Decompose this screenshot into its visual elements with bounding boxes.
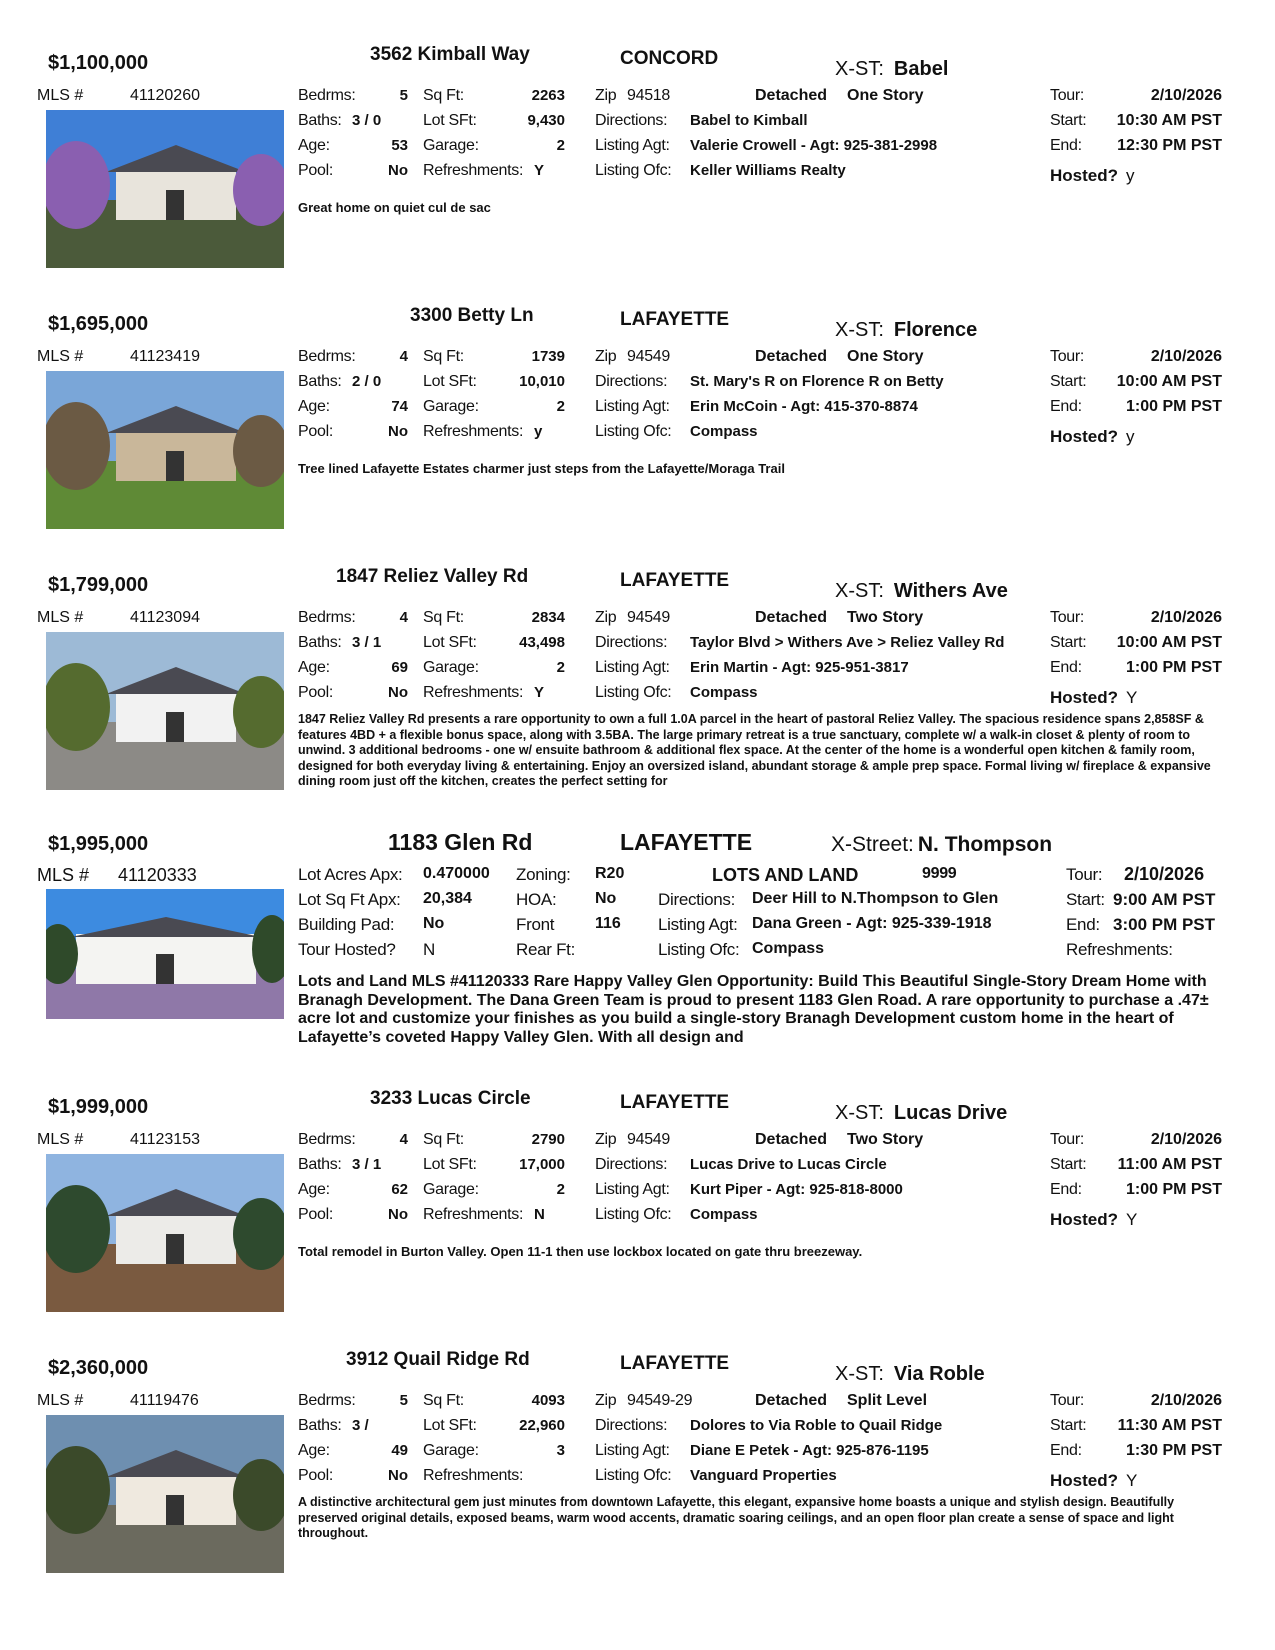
tour-date: 2/10/2026 — [1150, 87, 1222, 104]
pool-label: Pool: — [298, 162, 333, 179]
mls-number: 41123094 — [130, 609, 200, 626]
hosted-label: Hosted? — [1050, 1471, 1118, 1490]
listing-agent-label: Listing Agt: — [595, 398, 670, 415]
listing-address: 3300 Betty Ln — [410, 305, 534, 326]
lot-acres-value: 0.470000 — [423, 865, 490, 882]
zip-label: Zip — [595, 348, 617, 365]
garage-value: 2 — [556, 659, 565, 676]
sqft-value: 1739 — [531, 348, 565, 365]
end-time: 1:00 PM PST — [1125, 659, 1222, 676]
listing-description: Total remodel in Burton Valley. Open 11-1 then use lockbox located on gate thru breezeway. — [298, 1244, 863, 1259]
listing-office-label: Listing Ofc: — [658, 940, 740, 959]
start-label: Start: — [1050, 373, 1087, 390]
garage-label: Garage: — [423, 659, 479, 676]
hosted — [1050, 427, 1135, 447]
refreshments-value: N — [534, 1206, 545, 1223]
property-code: 9999 — [922, 865, 957, 882]
tour-hosted-value: N — [423, 940, 435, 959]
listing-price: $1,799,000 — [48, 574, 149, 596]
property-photo[interactable] — [46, 110, 284, 268]
hosted — [1050, 1210, 1137, 1230]
hosted — [1050, 688, 1137, 708]
baths-label: Baths: — [298, 1156, 342, 1173]
listing-description: 1847 Reliez Valley Rd presents a rare opportunity to own a full 1.0A parcel in the heart of pastoral Reliez Valley. The spacious residence spans 2,858SF & features 4BD + a flexible bonus space, along with 3.5BA. The large primary retreat is a true sanctuary, complete w/ a walk-in closet & plenty of room to unwind. 3 additional bedrooms - one w/ ensuite bathroom & additional flex space. At the center of the home is a wonderful open kitchen & family room, designed for both everyday living & entertaining. Enjoy an oversized island, abundant storage & ample prep space. Formal living w/ fireplace & expansive dining room just off the kitchen, creates the perfect setting for — [298, 712, 1211, 789]
lot-sqft-value: 22,960 — [519, 1417, 565, 1434]
lot-sqft-value: 43,498 — [519, 634, 565, 651]
mls-label: MLS # — [37, 1131, 84, 1148]
lot-sqft-label: Lot Sq Ft Apx: — [298, 890, 401, 909]
listing-description: Lots and Land MLS #41120333 Rare Happy Valley Glen Opportunity: Build This Beautiful Single-Story Dream Home with Branagh Development. The Dana Green Team is proud to present 1183 Glen Road. A rare opportunity to purchase a .47± acre lot and customize your finishes as you build a single-story Branagh Development custom home in the heart of Lafayette’s coveted Happy Valley Glen. With all design and — [298, 973, 1209, 1046]
listing-office-label: Listing Ofc: — [595, 1467, 672, 1484]
listing-card — [0, 301, 1275, 562]
refreshments-label: Refreshments: — [423, 1467, 524, 1484]
property-photo-image — [46, 371, 284, 529]
end-label: End: — [1050, 1442, 1082, 1459]
refreshments-label: Refreshments: — [1066, 940, 1173, 959]
end-label: End: — [1050, 1181, 1082, 1198]
sqft-value: 4093 — [531, 1392, 565, 1409]
listing-agent-label: Listing Agt: — [658, 915, 738, 934]
hosted-value: Y — [1126, 688, 1138, 707]
listing-address: 3562 Kimball Way — [370, 44, 530, 65]
bedrooms-value: 4 — [399, 609, 408, 626]
tour-label: Tour: — [1066, 865, 1103, 884]
listing-card — [0, 1084, 1275, 1345]
listing-price: $1,695,000 — [48, 313, 149, 335]
start-label: Start: — [1050, 1156, 1087, 1173]
pool-label: Pool: — [298, 423, 333, 440]
listing-description: Great home on quiet cul de sac — [298, 200, 491, 215]
end-label: End: — [1050, 137, 1082, 154]
mls-label: MLS # — [37, 1392, 84, 1409]
property-photo[interactable] — [46, 1154, 284, 1312]
age-value: 62 — [391, 1181, 408, 1198]
property-photo[interactable] — [46, 889, 284, 1019]
cross-street-value: N. Thompson — [917, 833, 1053, 856]
bedrooms-value: 4 — [399, 1131, 408, 1148]
age-label: Age: — [298, 398, 330, 415]
listing-agent-value: Dana Green - Agt: 925-339-1918 — [752, 915, 992, 932]
cross-street-value: Via Roble — [893, 1363, 985, 1385]
listing-price: $1,995,000 — [48, 833, 149, 855]
property-type: Detached — [755, 1131, 828, 1148]
directions-value: Lucas Drive to Lucas Circle — [690, 1156, 887, 1173]
listing-office-label: Listing Ofc: — [595, 162, 672, 179]
sqft-label: Sq Ft: — [423, 87, 464, 104]
lot-sqft-value: 17,000 — [519, 1156, 565, 1173]
zip-value: 94518 — [627, 87, 670, 104]
refreshments-value: Y — [534, 684, 545, 701]
end-time: 1:00 PM PST — [1125, 1181, 1222, 1198]
pool-label: Pool: — [298, 684, 333, 701]
hosted — [1050, 166, 1135, 186]
listing-description: Tree lined Lafayette Estates charmer just steps from the Lafayette/Moraga Trail — [298, 461, 785, 476]
baths-label: Baths: — [298, 373, 342, 390]
mls-number: 41119476 — [130, 1392, 199, 1409]
baths-value: 3 / 0 — [352, 112, 382, 129]
listing-office-value: Compass — [690, 423, 758, 440]
listing-office-label: Listing Ofc: — [595, 684, 672, 701]
cross-street-value: Lucas Drive — [893, 1102, 1008, 1124]
directions-value: St. Mary's R on Florence R on Betty — [690, 373, 944, 390]
bedrooms-value: 5 — [399, 1392, 408, 1409]
mls-label: MLS # — [37, 609, 84, 626]
baths-value: 3 / 1 — [352, 634, 382, 651]
listing-address: 1847 Reliez Valley Rd — [336, 566, 529, 587]
listing-agent-label: Listing Agt: — [595, 659, 670, 676]
hosted-label: Hosted? — [1050, 688, 1118, 707]
lot-sqft-label: Lot SFt: — [423, 634, 477, 651]
property-style: Two Story — [847, 1131, 924, 1148]
listing-office-value: Compass — [690, 1206, 758, 1223]
hoa-value: No — [595, 890, 617, 907]
refreshments-label: Refreshments: — [423, 162, 524, 179]
listing-agent-label: Listing Agt: — [595, 137, 670, 154]
hosted-value: Y — [1126, 1210, 1138, 1229]
sqft-label: Sq Ft: — [423, 1392, 464, 1409]
listing-office-value: Compass — [690, 684, 758, 701]
garage-value: 2 — [556, 137, 565, 154]
mls-label: MLS # — [37, 865, 90, 885]
pool-label: Pool: — [298, 1206, 333, 1223]
listing-agent-value: Valerie Crowell - Agt: 925-381-2998 — [690, 137, 938, 154]
sqft-label: Sq Ft: — [423, 1131, 464, 1148]
property-photo-image — [46, 1415, 284, 1573]
tour-label: Tour: — [1050, 348, 1085, 365]
directions-label: Directions: — [595, 1417, 668, 1434]
pool-value: No — [388, 684, 408, 701]
mls-number: 41120260 — [130, 87, 200, 104]
mls-number: 41123419 — [130, 348, 200, 365]
property-photo[interactable] — [46, 371, 284, 529]
listing-agent-value: Erin Martin - Agt: 925-951-3817 — [690, 659, 909, 676]
listing-agent-value: Diane E Petek - Agt: 925-876-1195 — [690, 1442, 929, 1459]
baths-value: 3 / — [352, 1417, 369, 1434]
bedrooms-label: Bedrms: — [298, 1392, 356, 1409]
age-label: Age: — [298, 137, 330, 154]
end-label: End: — [1050, 659, 1082, 676]
start-time: 10:00 AM PST — [1116, 373, 1222, 390]
tour-date: 2/10/2026 — [1124, 864, 1205, 884]
front-value: 116 — [595, 915, 621, 932]
cross-street-value: Babel — [893, 58, 949, 80]
listing-agent-value: Erin McCoin - Agt: 415-370-8874 — [690, 398, 918, 415]
bedrooms-label: Bedrms: — [298, 348, 356, 365]
listing-office-value: Vanguard Properties — [690, 1467, 837, 1484]
age-value: 53 — [391, 137, 408, 154]
property-photo-image — [46, 632, 284, 790]
listing-price: $1,100,000 — [48, 52, 149, 74]
listing-city: CONCORD — [620, 48, 719, 69]
garage-value: 2 — [556, 1181, 565, 1198]
listing-card — [0, 40, 1275, 301]
property-style: Two Story — [847, 609, 924, 626]
baths-label: Baths: — [298, 634, 342, 651]
front-label: Front — [516, 915, 555, 934]
bedrooms-label: Bedrms: — [298, 609, 356, 626]
zip-label: Zip — [595, 1131, 617, 1148]
cross-street — [835, 319, 977, 342]
hoa-label: HOA: — [516, 890, 557, 909]
garage-label: Garage: — [423, 398, 479, 415]
directions-value: Dolores to Via Roble to Quail Ridge — [690, 1417, 943, 1434]
property-type: Detached — [755, 1392, 828, 1409]
building-pad-value: No — [423, 915, 445, 932]
property-type: Detached — [755, 87, 828, 104]
sqft-value: 2790 — [531, 1131, 565, 1148]
listing-agent-label: Listing Agt: — [595, 1442, 670, 1459]
start-time: 11:30 AM PST — [1117, 1417, 1222, 1434]
tour-label: Tour: — [1050, 87, 1085, 104]
age-label: Age: — [298, 659, 330, 676]
tour-date: 2/10/2026 — [1150, 348, 1222, 365]
garage-value: 3 — [556, 1442, 565, 1459]
refreshments-label: Refreshments: — [423, 1206, 524, 1223]
listing-address: 1183 Glen Rd — [388, 829, 533, 855]
pool-value: No — [388, 1467, 408, 1484]
hosted-value: y — [1126, 166, 1135, 185]
zip-label: Zip — [595, 1392, 617, 1409]
lot-sqft-label: Lot SFt: — [423, 373, 477, 390]
end-time: 12:30 PM PST — [1117, 137, 1222, 154]
refreshments-label: Refreshments: — [423, 423, 524, 440]
age-label: Age: — [298, 1442, 330, 1459]
listing-office-label: Listing Ofc: — [595, 423, 672, 440]
property-type: LOTS AND LAND — [712, 865, 859, 885]
cross-street — [831, 833, 1052, 857]
zip-value: 94549 — [627, 348, 670, 365]
property-photo[interactable] — [46, 632, 284, 790]
sqft-label: Sq Ft: — [423, 609, 464, 626]
end-label: End: — [1050, 398, 1082, 415]
directions-label: Directions: — [595, 112, 668, 129]
sqft-value: 2263 — [531, 87, 565, 104]
mls-label: MLS # — [37, 87, 84, 104]
age-label: Age: — [298, 1181, 330, 1198]
listing-office-label: Listing Ofc: — [595, 1206, 672, 1223]
hosted-label: Hosted? — [1050, 1210, 1118, 1229]
hosted-value: y — [1126, 427, 1135, 446]
tour-date: 2/10/2026 — [1150, 1392, 1222, 1409]
mls-number: 41123153 — [130, 1131, 200, 1148]
age-value: 49 — [391, 1442, 408, 1459]
cross-street-label: X-Street: — [831, 833, 914, 856]
lot-sqft-value: 10,010 — [519, 373, 565, 390]
tour-label: Tour: — [1050, 609, 1085, 626]
cross-street-label: X-ST: — [835, 1363, 884, 1385]
lot-sqft-value: 20,384 — [423, 890, 472, 907]
tour-label: Tour: — [1050, 1392, 1085, 1409]
start-label: Start: — [1066, 890, 1105, 909]
pool-value: No — [388, 162, 408, 179]
start-label: Start: — [1050, 634, 1087, 651]
zip-value: 94549-29 — [627, 1392, 693, 1409]
listing-city: LAFAYETTE — [620, 309, 730, 330]
lot-acres-label: Lot Acres Apx: — [298, 865, 403, 884]
start-time: 9:00 AM PST — [1113, 890, 1216, 909]
end-time: 1:00 PM PST — [1125, 398, 1222, 415]
start-label: Start: — [1050, 112, 1087, 129]
hosted — [1050, 1471, 1137, 1491]
listing-card — [0, 562, 1275, 823]
property-photo-image — [46, 889, 284, 1019]
building-pad-label: Building Pad: — [298, 915, 395, 934]
cross-street — [835, 1102, 1007, 1125]
garage-label: Garage: — [423, 1442, 479, 1459]
mls-number: 41120333 — [118, 865, 197, 885]
cross-street-label: X-ST: — [835, 1102, 884, 1124]
age-value: 69 — [391, 659, 408, 676]
end-time: 3:00 PM PST — [1113, 915, 1216, 934]
cross-street-value: Florence — [893, 319, 978, 341]
tour-date: 2/10/2026 — [1150, 1131, 1222, 1148]
listing-card-land — [0, 823, 1275, 1084]
tour-label: Tour: — [1050, 1131, 1085, 1148]
lot-sqft-label: Lot SFt: — [423, 1417, 477, 1434]
listing-city: LAFAYETTE — [620, 1092, 730, 1113]
baths-label: Baths: — [298, 1417, 342, 1434]
listing-agent-value: Kurt Piper - Agt: 925-818-8000 — [690, 1181, 903, 1198]
zip-label: Zip — [595, 87, 617, 104]
property-type: Detached — [755, 609, 828, 626]
listing-city: LAFAYETTE — [620, 1353, 730, 1374]
lot-sqft-label: Lot SFt: — [423, 1156, 477, 1173]
listing-office-value: Compass — [752, 940, 825, 957]
directions-value: Deer Hill to N.Thompson to Glen — [752, 890, 999, 907]
property-photo[interactable] — [46, 1415, 284, 1573]
cross-street — [835, 58, 948, 81]
zip-value: 94549 — [627, 609, 670, 626]
property-photo-image — [46, 110, 284, 268]
start-time: 11:00 AM PST — [1117, 1156, 1222, 1173]
cross-street — [835, 1363, 985, 1386]
directions-value: Babel to Kimball — [690, 112, 808, 129]
listing-city: LAFAYETTE — [620, 829, 753, 855]
bedrooms-label: Bedrms: — [298, 87, 356, 104]
directions-label: Directions: — [595, 634, 668, 651]
refreshments-value: y — [534, 423, 543, 440]
start-time: 10:30 AM PST — [1116, 112, 1222, 129]
age-value: 74 — [391, 398, 408, 415]
garage-label: Garage: — [423, 1181, 479, 1198]
zip-label: Zip — [595, 609, 617, 626]
cross-street-label: X-ST: — [835, 58, 884, 80]
sqft-label: Sq Ft: — [423, 348, 464, 365]
start-time: 10:00 AM PST — [1116, 634, 1222, 651]
lot-sqft-label: Lot SFt: — [423, 112, 477, 129]
refreshments-value: Y — [534, 162, 545, 179]
pool-value: No — [388, 1206, 408, 1223]
rear-label: Rear Ft: — [516, 940, 576, 959]
listing-card — [0, 1345, 1275, 1606]
directions-label: Directions: — [595, 373, 668, 390]
directions-label: Directions: — [658, 890, 736, 909]
pool-label: Pool: — [298, 1467, 333, 1484]
listing-price: $2,360,000 — [48, 1357, 149, 1379]
listing-agent-label: Listing Agt: — [595, 1181, 670, 1198]
lot-sqft-value: 9,430 — [527, 112, 565, 129]
bedrooms-value: 5 — [399, 87, 408, 104]
bedrooms-value: 4 — [399, 348, 408, 365]
property-style: Split Level — [847, 1392, 928, 1409]
listing-price: $1,999,000 — [48, 1096, 149, 1118]
directions-value: Taylor Blvd > Withers Ave > Reliez Valley Rd — [690, 634, 1005, 651]
garage-label: Garage: — [423, 137, 479, 154]
tour-date: 2/10/2026 — [1150, 609, 1222, 626]
property-style: One Story — [847, 348, 924, 365]
refreshments-label: Refreshments: — [423, 684, 524, 701]
baths-value: 3 / 1 — [352, 1156, 382, 1173]
listing-office-value: Keller Williams Realty — [690, 162, 846, 179]
hosted-label: Hosted? — [1050, 166, 1118, 185]
property-type: Detached — [755, 348, 828, 365]
cross-street-label: X-ST: — [835, 580, 884, 602]
listing-city: LAFAYETTE — [620, 570, 730, 591]
tour-hosted-label: Tour Hosted? — [298, 940, 396, 959]
directions-label: Directions: — [595, 1156, 668, 1173]
end-label: End: — [1066, 915, 1100, 934]
property-style: One Story — [847, 87, 924, 104]
zip-value: 94549 — [627, 1131, 670, 1148]
zoning-value: R20 — [595, 865, 625, 882]
sqft-value: 2834 — [531, 609, 565, 626]
listing-description: A distinctive architectural gem just minutes from downtown Lafayette, this elegant, expansive home boasts a unique and stylish design. Beautifully preserved original details, exposed beams, warm wood accents, dramatic soaring ceilings, and an open floor plan create a sense of space and light throughout. — [298, 1495, 1175, 1541]
start-label: Start: — [1050, 1417, 1087, 1434]
bedrooms-label: Bedrms: — [298, 1131, 356, 1148]
hosted-value: Y — [1126, 1471, 1138, 1490]
cross-street-value: Withers Ave — [893, 580, 1008, 602]
property-photo-image — [46, 1154, 284, 1312]
pool-value: No — [388, 423, 408, 440]
zoning-label: Zoning: — [516, 865, 571, 884]
cross-street-label: X-ST: — [835, 319, 884, 341]
mls-label: MLS # — [37, 348, 84, 365]
end-time: 1:30 PM PST — [1125, 1442, 1222, 1459]
garage-value: 2 — [556, 398, 565, 415]
listing-address: 3912 Quail Ridge Rd — [346, 1349, 530, 1370]
baths-value: 2 / 0 — [352, 373, 382, 390]
hosted-label: Hosted? — [1050, 427, 1118, 446]
cross-street — [835, 580, 1008, 603]
listing-address: 3233 Lucas Circle — [370, 1088, 531, 1109]
baths-label: Baths: — [298, 112, 342, 129]
